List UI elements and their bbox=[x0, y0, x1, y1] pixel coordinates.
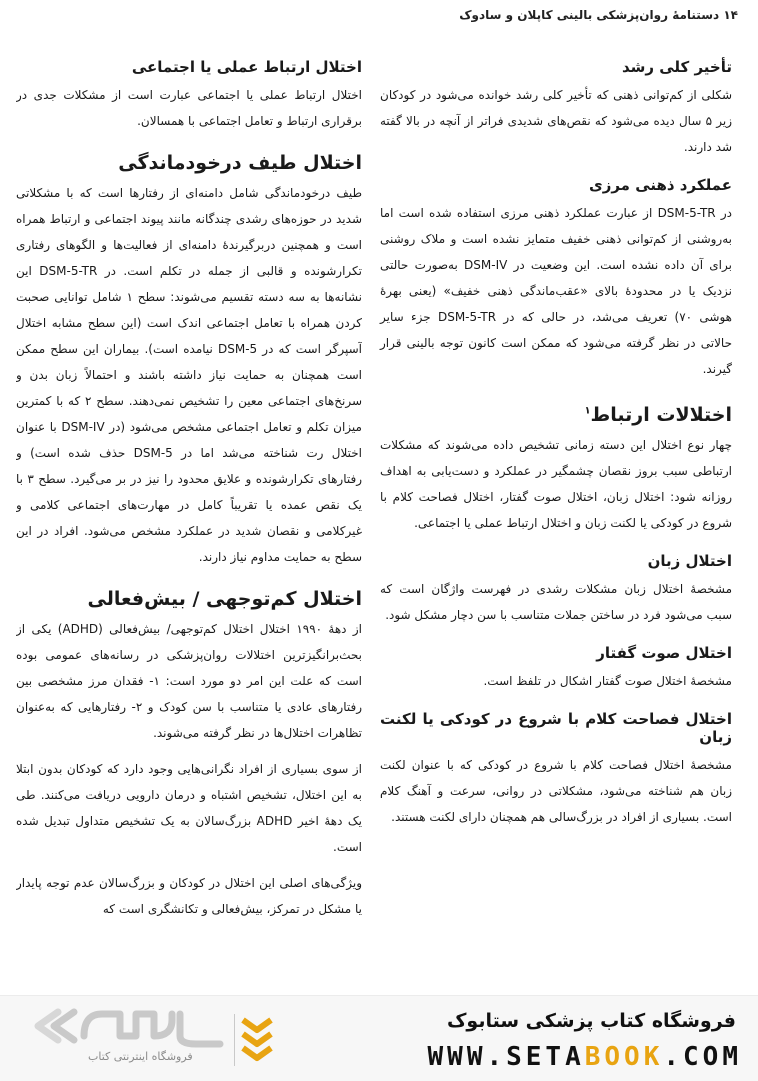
section-title-stuttering: اختلال فصاحت کلام با شروع در کودکی یا لکنت زبان bbox=[380, 710, 732, 746]
store-url[interactable] bbox=[428, 1042, 742, 1072]
store-footer-banner bbox=[0, 995, 758, 1081]
section-body-autism-spectrum: طیف درخودماندگی شامل دامنه‌ای از رفتارها است که با مشکلاتی شدید در حوزه‌های رشدی چندگانه مانند پیوند اجتماعی و ارتباط همراه است و همچنین دربرگیرندهٔ دامنه‌ای از فعالیت‌ها و الگوهای رفتاری تکرارشونده و قالبی از جمله در تکلم است. در DSM-5-TR این نشانه‌ها به سه دسته تقسیم می‌شوند: سطح ۱ شامل توانایی صحبت کردن همراه با تعامل اجتماعی اندک است (این سطح مشابه اختلال آسپرگر است که در DSM-5 نیامده است). بیماران این سطح ممکن است همچنان به حمایت نیاز داشته باشند و احتمالاً زبان بدن و سرنخ‌های اجتماعی معین را تشخیص نمی‌دهند. سطح ۲ که با کمترین میزان تکلم و تعامل اجتماعی مشخص می‌شود (در DSM-IV با عنوان اختلال رت شناخته می‌شد اما در DSM-5 حذف شده است) و رفتارهای تکرارشونده و علایق محدود را نیز در بر می‌گیرد. سطح ۳ با یک نقص عمده یا تقریباً کامل در مهارت‌های اجتماعی کلامی و غیرکلامی و نقصان شدید در عملکرد مشخص می‌شود. افراد در این سطح به حمایت مداوم نیاز دارند. bbox=[16, 186, 362, 564]
store-logo-tagline: فروشگاه اینترنتی کتاب bbox=[88, 1050, 193, 1063]
store-url-part-1: WWW.SETA bbox=[427, 1042, 585, 1072]
left-column bbox=[16, 58, 362, 993]
chevron-down-icon bbox=[240, 1014, 274, 1066]
chapter-title-text: اختلالات ارتباط bbox=[590, 404, 732, 426]
section-title-social-communication-disorder: اختلال ارتباط عملی یا اجتماعی bbox=[131, 58, 362, 76]
section-body-borderline-intellectual-functioning: در DSM-5-TR از عبارت عملکرد ذهنی مرزی استفاده شده است اما به‌روشنی از کم‌توانی ذهنی خفیف متمایز نشده است و ملاک روشنی برای آن داده نشده است. این وضعیت در DSM-IV به‌صورت حالتی نزدیک یا در محدودهٔ بالای «عقب‌ماندگی ذهنی خفیف» (یعنی بهرهٔ هوشی ۷۰) تعریف می‌شد، در حالی که در DSM-5-TR جزء سایر حالاتی در نظر گرفته می‌شود که ممکن است کانون توجه بالینی قرار گیرند. bbox=[380, 206, 733, 376]
store-url-part-3: .COM bbox=[663, 1042, 742, 1072]
section-body-speech-sound-disorder: مشخصهٔ اختلال صوت گفتار اشکال در تلفظ است. bbox=[483, 674, 732, 688]
chapter-title-adhd: اختلال کم‌توجهی / بیش‌فعالی bbox=[87, 588, 362, 610]
chapter-title-communication-disorders bbox=[380, 404, 732, 426]
section-body-language-disorder: مشخصهٔ اختلال زبان مشکلات رشدی در فهرست واژگان است که سبب می‌شود فرد در ساختن جملات متناسب با سن دچار مشکل شود. bbox=[380, 582, 732, 622]
running-head: ۱۴ دستنامهٔ روان‌پزشکی بالینی کاپلان و سادوک bbox=[459, 8, 738, 22]
store-name: فروشگاه کتاب پزشکی ستابوک bbox=[446, 1010, 736, 1032]
chapter-title-autism-spectrum: اختلال طیف درخودماندگی bbox=[118, 152, 362, 174]
right-column bbox=[380, 58, 732, 846]
section-body-adhd-1: از دههٔ ۱۹۹۰ اختلال اختلال کم‌توجهی/ بیش‌فعالی (ADHD) یکی از بحث‌برانگیزترین اختلالات روان‌پزشکی در رسانه‌های عمومی بوده است که علت این امر دو مورد است: ۱- فقدان مرز مشخصی بین رفتارهای عادی یا متناسب با سن کودک و ۲- رفتارهایی که به‌عنوان تظاهرات اختلال‌ها در نظر گرفته می‌شوند. bbox=[16, 622, 362, 740]
section-title-language-disorder: اختلال زبان bbox=[647, 552, 732, 570]
section-body-communication-disorders: چهار نوع اختلال این دسته زمانی تشخیص داده می‌شوند که مشکلات ارتباطی سبب بروز نقصان چشمگیر در عملکرد و دست‌یابی به اهداف روزانه شود: اختلال زبان، اختلال صوت گفتار، اختلال فصاحت کلام با شروع در کودکی یا لکنت زبان و اختلال ارتباط عملی یا اجتماعی. bbox=[380, 438, 732, 530]
section-body-global-developmental-delay: شکلی از کم‌توانی ذهنی که تأخیر کلی رشد خوانده می‌شود در کودکان زیر ۵ سال دیده می‌شود که نقص‌های شدیدی فراتر از آنچه در بالا گفته شد دارند. bbox=[380, 88, 732, 154]
section-body-stuttering: مشخصهٔ اختلال فصاحت کلام با شروع در کودکی که با عنوان لکنت زبان هم شناخته می‌شود، مشکلاتی در روانی، سرعت و آهنگ کلام است. بسیاری از افراد در بزرگ‌سالی هم همچنان دارای لکنت هستند. bbox=[380, 758, 732, 824]
footnote-marker: ۱ bbox=[584, 405, 591, 417]
store-logo-mark bbox=[24, 1006, 229, 1050]
section-title-global-developmental-delay: تأخیر کلی رشد bbox=[621, 58, 732, 76]
section-title-speech-sound-disorder: اختلال صوت گفتار bbox=[596, 644, 732, 662]
section-body-adhd-2: از سوی بسیاری از افراد نگرانی‌هایی وجود دارد که کودکان بدون ابتلا به این اختلال، تشخیص اشتباه و درمان دارویی دریافت می‌کنند. طی یک دههٔ اخیر ADHD بزرگ‌سالان به یک تشخیص متداول تبدیل شده است. bbox=[16, 762, 362, 854]
section-body-social-communication-disorder: اختلال ارتباط عملی یا اجتماعی عبارت است از مشکلات جدی در برقراری ارتباط و تعامل اجتماعی با همسالان. bbox=[16, 88, 362, 128]
store-url-part-2: BOOK bbox=[584, 1042, 664, 1072]
section-title-borderline-intellectual-functioning: عملکرد ذهنی مرزی bbox=[588, 176, 732, 194]
logo-divider bbox=[234, 1014, 235, 1066]
store-logo bbox=[24, 1006, 274, 1072]
left-column-content bbox=[16, 58, 362, 993]
section-body-adhd-3: ویژگی‌های اصلی این اختلال در کودکان و بزرگ‌سالان عدم توجه پایدار یا مشکل در تمرکز، بیش‌فعالی و تکانشگری است که bbox=[16, 876, 362, 916]
